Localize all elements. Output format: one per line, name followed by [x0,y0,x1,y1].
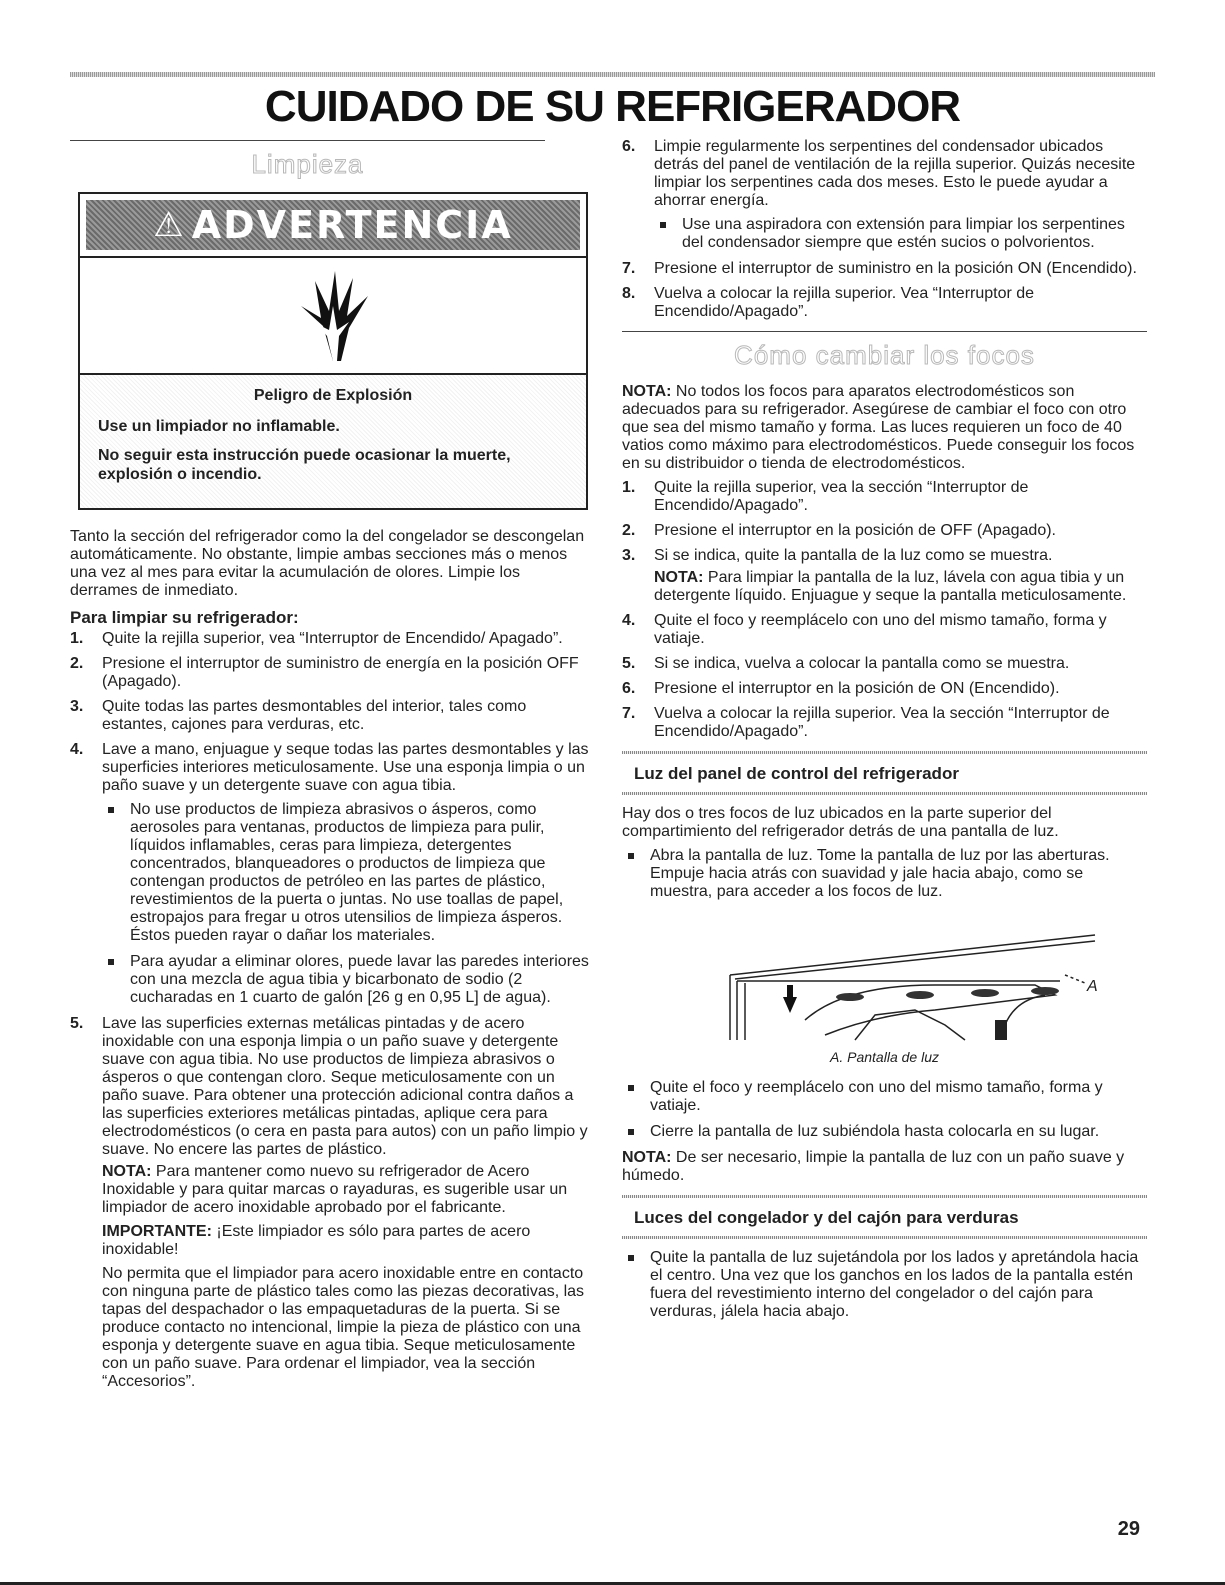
top-dotted-rule [70,72,1155,77]
explosion-icon [80,256,586,375]
list-item: 2. Presione el interruptor en la posición de OFF (Apagado). [622,522,1056,539]
list-item: 5. Si se indica, vuelva a colocar la pantalla como se muestra. [622,655,1070,672]
list-item: Abra la pantalla de luz. Tome la pantalla de luz por las aberturas. Empuje hacia atrás con suavidad y jale hacia abajo, como se muestra, para acceder a los focos de luz. [622,847,1147,901]
warning-text [80,375,586,508]
figure-caption: A. Pantalla de luz [830,1049,939,1065]
list-item: 5. Lave las superficies externas metálicas pintadas y de acero inoxidable con una esponja limpia o un paño suave y detergente suave con agua tibia. No use productos de limpieza abrasivos o ásperos o que contengan cloro. Seque meticulosamente con un paño suave. Para obtener una protección adicional contra daños a las superficies exteriores metálicas pintadas, aplique cera para electrodomésticos (o cera en pasta para autos) con un paño limpio y suave. No encere las partes de plástico. NOTA: Para mantener como nuevo su refrigerador de Acero Inoxidable y para quitar marcas o rayaduras, es sugerible usar un limpiador de acero inoxidable aprobado por el fabricante. IMPORTANTE: ¡Este limpiador es sólo para partes de acero inoxidable! No permita que el limpiador para acero inoxidable entre en contacto con ninguna parte de plástico tales como las piezas decorativas, las tapas del despachador o las empaquetaduras de la puerta. Si se produce contacto no intencional, limpie la pieza de plástico con una esponja y detergente suave en agua tibia. Seque meticulosamente con un paño suave. Para ordenar el limpiador, vea la sección “Accesorios”. [70,1015,590,1391]
warning-hazard: Peligro de Explosión [253,387,413,404]
list-item: 3. Quite todas las partes desmontables del interior, tales como estantes, cajones para verduras, etc. [70,698,527,733]
step3-nota: NOTA: Para limpiar la pantalla de la luz, lávela con agua tibia y un detergente líquido. Enjuague y seque la pantalla meticulosamente. [654,569,1127,604]
list-item: Quite la pantalla de luz sujetándola por los lados y apretándola hacia el centro. Una vez que los ganchos en los lados de la pantalla estén fuera del revestimiento interno del congelador o del cajón para verduras, jálela hacia abajo. [622,1249,1147,1321]
figure-label: A [1086,978,1098,995]
section-rule [70,140,545,141]
section-title-focos: Cómo cambiar los focos [734,340,1035,370]
list-item: 4. Lave a mano, enjuague y seque todas las partes desmontables y las superficies interiores meticulosamente. Use una esponja limpia o un paño suave y un detergente suave con agua tibia. No use productos de limpieza abrasivos o ásperos, como aerosoles para ventanas, productos de limpieza para pulir, líquidos inflamables, ceras para limpieza, detergentes concentrados, blanqueadores o productos de limpieza que contengan productos de petróleo en las partes de plástico, revestimientos de la puerta o juntas. No use toallas de papel, estropajos para fregar u otros utensilios de limpieza ásperos. Éstos pueden rayar o dañar los materiales. Para ayudar a eliminar olores, puede lavar las paredes interiores con una mezcla de agua tibia y bicarbonato de sodio (2 cucharadas en 1 cuarto de galón [26 g en 0,95 L] de agua). [70,741,589,1006]
warning-line-1: Use un limpiador no inflamable. [98,418,340,435]
panel-bullets-a [622,847,1147,901]
congelador-bullets [622,1249,1147,1321]
cleaning-steps [70,630,590,1391]
list-item: Para ayudar a eliminar olores, puede lavar las paredes interiores con una mezcla de agua tibia y bicarbonato de sodio (2 cucharadas en 1 cuarto de galón [26 g en 0,95 L] de agua). [102,953,590,1007]
section-rule [622,331,1147,332]
subsection-title-panel: Luz del panel de control del refrigerador [634,764,959,783]
list-item: 2. Presione el interruptor de suministro de energía en la posición OFF (Apagado). [70,655,579,690]
subsection-title-congelador: Luces del congelador y del cajón para verduras [634,1208,1019,1227]
list-item: 6. Limpie regularmente los serpentines del condensador ubicados detrás del panel de ventilación de la rejilla superior. Quizás necesite limpiar los serpentines cada dos meses. Esto le puede ayudar a ahorrar energía. Use una aspiradora con extensión para limpiar los serpentines del condensador siempre que estén sucios o polvorientos. [622,138,1147,252]
list-item: No use productos de limpieza abrasivos o ásperos, como aerosoles para ventanas, productos de limpieza para pulir, líquidos inflamables, ceras para limpieza, detergentes concentrados, blanqueadores o productos de limpieza que contengan productos de petróleo en las partes de plástico, revestimientos de la puerta o juntas. No use toallas de papel, estropajos para fregar u otros utensilios de limpieza ásperos. Éstos pueden rayar o dañar los materiales. [102,801,590,945]
subsection-rule [622,1236,1147,1239]
step5-last: No permita que el limpiador para acero inoxidable entre en contacto con ninguna parte de plástico tales como las piezas decorativas, las tapas del despachador o las empaquetaduras de la puerta. Si se produce contacto no intencional, limpie la pieza de plástico con una esponja y detergente suave en agua tibia. Seque meticulosamente con un paño suave. Para ordenar el limpiador, vea la sección “Accesorios”. [102,1265,585,1390]
left-column [70,140,590,1398]
light-shield-figure [622,915,1147,1045]
warning-line-2: No seguir esta instrucción puede ocasionar la muerte, explosión o incendio. [98,447,511,483]
right-column [622,138,1147,1329]
panel-intro: Hay dos o tres focos de luz ubicados en la parte superior del compartimiento del refrigerador detrás de una pantalla de luz. [622,805,1059,840]
list-item: 4. Quite el foco y reemplácelo con uno del mismo tamaño, forma y vatiaje. [622,612,1107,647]
subhead-para-limpiar: Para limpiar su refrigerador: [70,608,299,627]
list-item: 3. Si se indica, quite la pantalla de la luz como se muestra. NOTA: Para limpiar la pantalla de la luz, lávela con agua tibia y un detergente líquido. Enjuague y seque la pantalla meticulosamente. [622,547,1147,605]
warning-banner [86,200,580,250]
page-number: 29 [1117,1518,1140,1540]
warning-banner-label: ADVERTENCIA [191,203,513,247]
subsection-rule [622,792,1147,795]
step4-bullets [102,801,590,1007]
list-item: 7. Presione el interruptor de suministro en la posición ON (Encendido). [622,260,1137,277]
step5-nota: NOTA: Para mantener como nuevo su refrigerador de Acero Inoxidable y para quitar marcas o rayaduras, es sugerible usar un limpiador de acero inoxidable aprobado por el fabricante. [102,1163,568,1216]
list-item: 8. Vuelva a colocar la rejilla superior. Vea “Interruptor de Encendido/Apagado”. [622,285,1035,320]
focos-nota: NOTA: No todos los focos para aparatos electrodomésticos son adecuados para su refrigerador. Asegúrese de cambiar el foco con otro que sea del mismo tamaño y forma. Las luces requieren un foco de 40 vatios como máximo para electrodomésticos. Puede conseguir los focos en su distribuidor o tienda de electrodomésticos. [622,383,1135,472]
panel-bullets-b [622,1079,1147,1141]
list-item: 1. Quite la rejilla superior, vea la sección “Interruptor de Encendido/Apagado”. [622,479,1029,514]
list-item: Cierre la pantalla de luz subiéndola hasta colocarla en su lugar. [622,1123,1147,1141]
list-item: 6. Presione el interruptor en la posición de ON (Encendido). [622,680,1060,697]
list-item: Use una aspiradora con extensión para limpiar los serpentines del condensador siempre que estén sucios o polvorientos. [654,216,1147,252]
list-item: Quite el foco y reemplácelo con uno del mismo tamaño, forma y vatiaje. [622,1079,1147,1115]
list-item: 7. Vuelva a colocar la rejilla superior. Vea la sección “Interruptor de Encendido/Apagado”. [622,705,1110,740]
intro-paragraph: Tanto la sección del refrigerador como la del congelador se descongelan automáticamente. No obstante, limpie ambas secciones más o menos una vez al mes para evitar la acumulación de olores. Limpie los derrames de inmediato. [70,528,585,599]
warning-triangle-icon: ⚠ [153,205,186,245]
panel-nota: NOTA: De ser necesario, limpie la pantalla de luz con un paño suave y húmedo. [622,1149,1125,1184]
step6-bullets [654,216,1147,252]
cleaning-steps-continued [622,138,1147,321]
page-title: CUIDADO DE SU REFRIGERADOR [264,82,961,131]
bulb-steps [622,479,1147,741]
subsection-rule [622,1195,1147,1198]
section-title-limpieza: Limpieza [251,149,364,179]
list-item: 1. Quite la rejilla superior, vea “Interruptor de Encendido/ Apagado”. [70,630,563,647]
subsection-rule [622,751,1147,754]
step5-importante: IMPORTANTE: ¡Este limpiador es sólo para partes de acero inoxidable! [102,1223,531,1258]
warning-box [78,192,588,510]
